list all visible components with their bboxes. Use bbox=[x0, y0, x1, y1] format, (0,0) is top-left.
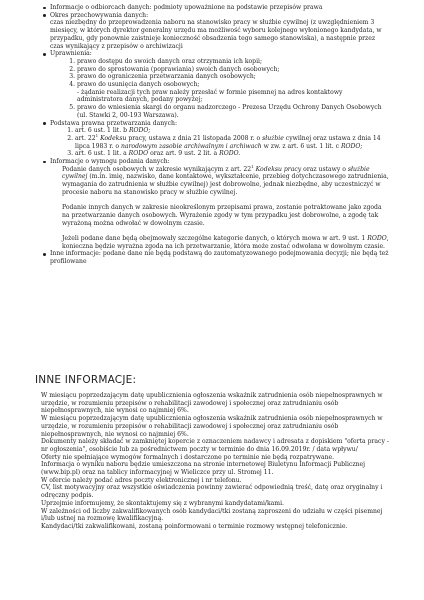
legal-text: pracy, ustawa z dnia 21 listopada 2008 r. o bbox=[126, 134, 263, 142]
right-item: 2. prawo do sprostowania (poprawiania) swoich danych osobowych; bbox=[77, 66, 390, 74]
info-paragraph: Kandydaci/tki zakwalifikowani, zostaną poinformowani o terminie rozmowy wstępnej telefonicznie. bbox=[41, 522, 348, 530]
retention-text: czas niezbędny do przeprowadzenia naboru na stanowisko pracy w służbie cywilnej (z uwzględnieniem 3 miesięcy, w których dyrektor generalny urzędu ma możliwość wyboru kolejnego wyłonionego kandydata, w przypadku, gdy ponownie zaistnieje konieczność obsadzenia tego samego stanowiska), a następnie przez czas wynikający z przepisów o archiwizacji bbox=[50, 19, 382, 50]
section-heading: INNE INFORMACJE: bbox=[35, 374, 137, 386]
info-paragraph: Oferty nie spełniające wymogów formalnych i dostarczone po terminie nie będą rozpatrywane. bbox=[41, 453, 335, 461]
right-item bbox=[77, 81, 390, 104]
legal-text: art. 6 ust. 1 lit. a bbox=[75, 150, 129, 158]
retention-title: Okres przechowywania danych: bbox=[50, 11, 149, 19]
legal-text-italic: służbie bbox=[262, 134, 284, 142]
req-sup: 1 bbox=[251, 163, 254, 169]
recipients-text: Informacje o odbiorcach danych: podmioty upoważnione na podstawie przepisów prawa bbox=[50, 4, 323, 11]
profiling-text: Inne informacje: podane dane nie będą podstawą do zautomatyzowanego podejmowania decyzji; nie będą też profilowane bbox=[50, 250, 389, 266]
requirement-paragraph bbox=[50, 163, 390, 197]
info-paragraph: Dokumenty należy składać w zamkniętej kopercie z oznaczeniem nadawcy i adresata z dopiskiem "oferta pracy - nr ogłoszenia", osobiście lub za pośrednictwem poczty w terminie do dnia 16.09.2019r. / data wpływu/ bbox=[41, 438, 389, 453]
requirement-title: Informacje o wymogu podania danych: bbox=[50, 158, 170, 166]
legal-text-italic: narodowym zasobie archiwalnym i archiwach bbox=[120, 142, 262, 150]
right-item: 5. prawo do wniesienia skargi do organu nadzorczego - Prezesa Urzędu Ochrony Danych Osobowych (ul. Stawki 2, 00-193 Warszawa). bbox=[77, 104, 390, 119]
list-item-requirement bbox=[50, 158, 390, 250]
legal-item bbox=[75, 150, 390, 158]
legal-text: oraz art. 9 ust. 2 lit. a bbox=[148, 150, 220, 158]
info-paragraph: W miesiącu poprzedzającym datę upublicznienia ogłoszenia wskaźnik zatrudnienia osób niepełnosprawnych w urzędzie, w rozumieniu przepisów o rehabilitacji zawodowej i społecznej oraz zatrudnianiu osób niepełnosprawnych, nie wynosi co najmniej 6%. bbox=[41, 415, 383, 438]
right-delete-text: prawo do usunięcia danych osobowych; bbox=[77, 81, 200, 89]
req-text: Podanie danych osobowych w zakresie wynikającym z art. 22 bbox=[62, 165, 252, 173]
list-item-legal-basis bbox=[50, 120, 390, 159]
requirement-paragraph: Podanie innych danych w zakresie nieokreślonym przepisami prawa, zostanie potraktowane jako zgoda na przetwarzanie danych osobowych. Wyrażenie zgody w tym przypadku jest dobrowolne, a zgodę tak wyrażoną można odwołać w dowolnym czasie. bbox=[62, 204, 382, 227]
legal-sup: 1 bbox=[95, 132, 99, 138]
rodo-section bbox=[38, 4, 390, 266]
legal-text-italic: RODO; bbox=[128, 127, 151, 135]
legal-text: w zw. z art. 6 ust. 1 lit. c bbox=[261, 142, 341, 150]
info-paragraph: CV, list motywacyjny oraz wszystkie oświadczenia powinny zawierać odpowiednią treść, datę oraz oryginalny i odręczny podpis. bbox=[41, 484, 383, 500]
info-paragraph: Informacja o wyniku naboru będzie umieszczona na stronie internetowej Biuletynu Informacji Publicznej (www.bip.pl) oraz na tablicy informacyjnej w Wieliczce przy ul. Stromej 11. bbox=[41, 461, 365, 477]
list-item-retention bbox=[50, 12, 390, 51]
req-text-italic: Kodeksu pracy bbox=[253, 165, 302, 173]
legal-text-italic: Kodeksu bbox=[98, 134, 127, 142]
right-item: 3. prawo do ograniczenia przetwarzania danych osobowych; bbox=[77, 73, 390, 81]
legal-text: art. 6 ust. 1 lit. b bbox=[75, 127, 129, 135]
info-paragraph: W miesiącu poprzedzającym datę upublicznienia ogłoszenia wskaźnik zatrudnienia osób niepełnosprawnych w urzędzie, w rozumieniu przepisów o rehabilitacji zawodowej i społecznej oraz zatrudnianiu osób niepełnosprawnych, nie wynosi co najmniej 6%. bbox=[41, 392, 383, 415]
requirement-paragraph bbox=[50, 235, 390, 250]
req-text: , konieczna będzie wyrażna zgoda na ich przetwarzanie, która może zostać odwołana w dowolnym czasie. bbox=[62, 235, 389, 250]
rights-title: Uprawnienia: bbox=[50, 50, 92, 58]
legal-title: Podstawa prawna przetwarzania danych: bbox=[50, 119, 177, 127]
other-info-section bbox=[41, 392, 391, 531]
list-item-profiling bbox=[50, 250, 390, 265]
req-text: (m.in. imię, nazwisko, dane kontaktowe, wykształcenie, przebieg dotychczasowego zatrudnienia, wymagania do zatrudnienia w służbie cywilnej) jest dobrowolne, jednak niezbędne, aby uczestniczyć w procesie naboru na stanowisko pracy w służbie cywilnej. bbox=[62, 173, 389, 196]
req-text-italic: służbie cywilnej bbox=[62, 165, 370, 181]
legal-text-italic: RODO. bbox=[219, 150, 241, 158]
legal-item bbox=[75, 127, 390, 135]
legal-text: cywilnej oraz ustawa z dnia 14 lipca 1983 r. o bbox=[75, 134, 381, 150]
info-paragraph: W zależności od liczby zakwalifikowanych osób kandydaci/tki zostaną zaproszeni do udziału w części pisemnej i/lub ustnej na rozmowę kwalifikacyjną. bbox=[41, 507, 383, 523]
info-paragraph: W ofercie należy podać adres poczty elektronicznej i nr telefonu. bbox=[41, 476, 242, 484]
legal-text: art. 22 bbox=[75, 134, 96, 142]
legal-text-italic: RODO bbox=[128, 150, 149, 158]
req-text: oraz ustawy o bbox=[301, 165, 348, 173]
legal-list bbox=[50, 127, 390, 158]
rodo-list bbox=[38, 4, 390, 266]
list-item-rights bbox=[50, 50, 390, 119]
rights-list bbox=[50, 58, 390, 120]
info-paragraph: Uprzejmie informujemy, że skontaktujemy się z wybranymi kandydatami/kami. bbox=[41, 499, 284, 507]
rights-dash-note: - żądanie realizacji tych praw należy przesłać w formie pisemnej na adres kontaktowy administratora danych, podany powyżej; bbox=[77, 88, 343, 104]
req-text: Jeżeli podane dane będą obejmowały szczególne kategorie danych, o których mowa w art. 9 ust. 1 bbox=[62, 235, 368, 243]
legal-item bbox=[75, 132, 390, 150]
list-item-recipients bbox=[50, 4, 390, 12]
req-text-italic: RODO bbox=[367, 235, 387, 243]
legal-text-italic: RODO; bbox=[340, 142, 363, 150]
right-item: 1. prawo dostępu do swoich danych oraz otrzymania ich kopii; bbox=[77, 58, 390, 66]
